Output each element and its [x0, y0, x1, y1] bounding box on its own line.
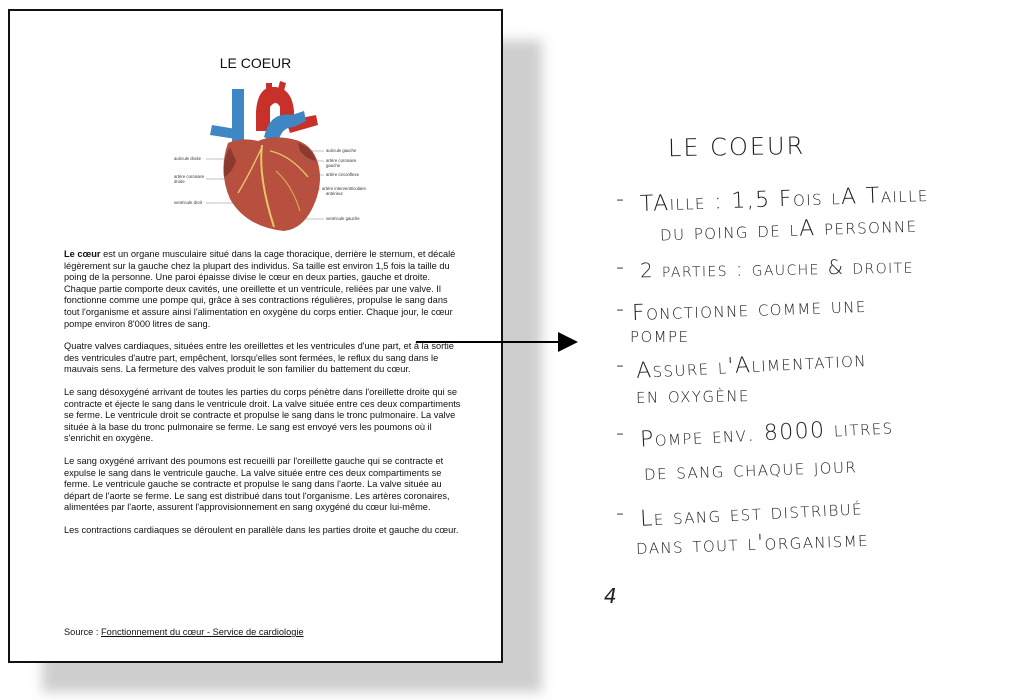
source-line: [64, 627, 304, 637]
note-item-4-line2: en oxygène: [635, 382, 750, 409]
note-item-2-line1: 2 parties : gauche & droite: [639, 253, 914, 283]
paragraph-valves: Quatre valves cardiaques, situées entre les oreillettes et les ventricules d'une part, et à la sortie des ventricules d'autre part, empêchent, lorsqu'elles sont fermées, le reflux du sang dans le mauvais sens. La fermeture des valves produit le son familier du battement du cœur.: [64, 341, 454, 375]
note-item-1-line1: TAille : 1,5 Fois lA Taille: [639, 181, 930, 218]
note-item-1-line2: du poing de lA personne: [659, 212, 918, 247]
heart-svg: [166, 81, 376, 239]
label-artere-coronaire-droite-2: droite: [174, 179, 185, 184]
note-item-6-line1: Le sang est distribué: [639, 495, 864, 532]
paragraph-intro-bold: Le cœur: [64, 249, 101, 259]
paragraph-oxygenated-blood: Le sang oxygéné arrivant des poumons est recueilli par l'oreillette gauche qui se contracte et expulse le sang dans le ventricule gauche. La valve située entre ces deux compartiments se ferme. Le ventricule gauche se contracte et propulse le sang dans l'aorte. La valve située au départ de l'aorte se ferme. Le sang est distribué dans tout l'organisme. Les artères coronaires, alimentées par l'aorte, assurent l'approvisionnement en sang oxygéné du cœur lui-même.: [64, 455, 450, 513]
page-number: 4: [604, 584, 619, 608]
note-item-3-line1: Fonctionne comme une: [631, 292, 868, 327]
source-prefix: Source :: [64, 627, 102, 637]
heart-anatomy-illustration: [166, 81, 376, 239]
label-artere-coronaire-gauche-2: gauche: [326, 163, 341, 168]
notes-title: LE COEUR: [667, 131, 806, 163]
label-auricule-droite: auricule droite: [174, 156, 201, 161]
document-title: LE COEUR: [219, 55, 292, 71]
label-artere-coronaire-gauche-1: artère coronaire: [326, 158, 357, 163]
note-dash: -: [616, 255, 626, 280]
document-body: [64, 249, 464, 547]
arrow-right-icon: [416, 330, 578, 354]
note-dash: -: [616, 353, 626, 378]
label-artere-interventriculaire-1: artère interventriculaire: [322, 186, 366, 191]
note-item-5-line2: de sang chaque jour: [643, 453, 858, 486]
paragraph-deoxygenated-blood: Le sang désoxygéné arrivant de toutes les parties du corps pénètre dans l'oreillette droite qui se contracte et éjecte le sang dans le ventricule droit. La valve située entre ces deux compartiments se ferme. Le ventricule droit se contracte et propulse le sang dans le tronc pulmonaire. La valve située à la base du tronc pulmonaire se ferme. Le sang est envoyé vers les poumons où il s'enrichit en oxygène.: [64, 386, 461, 444]
paragraph-contractions: Les contractions cardiaques se déroulent en parallèle dans les parties droite et gauche du cœur.: [64, 524, 459, 535]
paragraph-intro: [64, 249, 464, 330]
label-auricule-gauche: auricule gauche: [326, 148, 357, 153]
note-dash: -: [616, 421, 626, 446]
note-dash: -: [616, 297, 626, 322]
note-dash: -: [616, 187, 626, 212]
label-ventricule-gauche: ventricule gauche: [326, 216, 360, 221]
note-item-3-line2: pompe: [630, 323, 690, 348]
note-dash: -: [616, 501, 626, 526]
source-link[interactable]: Fonctionnement du cœur - Service de cardiologie: [101, 627, 304, 637]
paragraph-intro-text: est un organe musculaire situé dans la cage thoracique, derrière le sternum, et décalé légèrement sur la gauche chez la plupart des individus. Sa taille est environ 1,5 fois la taille du poing de la personne. Une paroi épaisse divise le cœur en deux parties, gauche et droite. Chaque partie comporte deux cavités, une oreillette et un ventricule, reliées par une valve. Il fonctionne comme une pompe qui, grâce à ses contractions régulières, propulse le sang dans tout l'organisme et assure ainsi l'alimentation en oxygène du corps entier. Chaque jour, le cœur pompe environ 8'000 litres de sang.: [64, 249, 456, 329]
label-artere-interventriculaire-2: antérieur: [326, 191, 343, 196]
label-artere-coronaire-droite-1: artère coronaire: [174, 174, 205, 179]
label-artere-circonflexe: artère circonflexe: [326, 172, 359, 177]
note-item-6-line2: dans tout l'organisme: [635, 526, 870, 561]
note-item-4-line1: Assure l'Alimentation: [635, 346, 868, 385]
label-ventricule-droit: ventricule droit: [174, 200, 202, 205]
note-item-5-line1: Pompe env. 8000 litres: [639, 414, 895, 453]
